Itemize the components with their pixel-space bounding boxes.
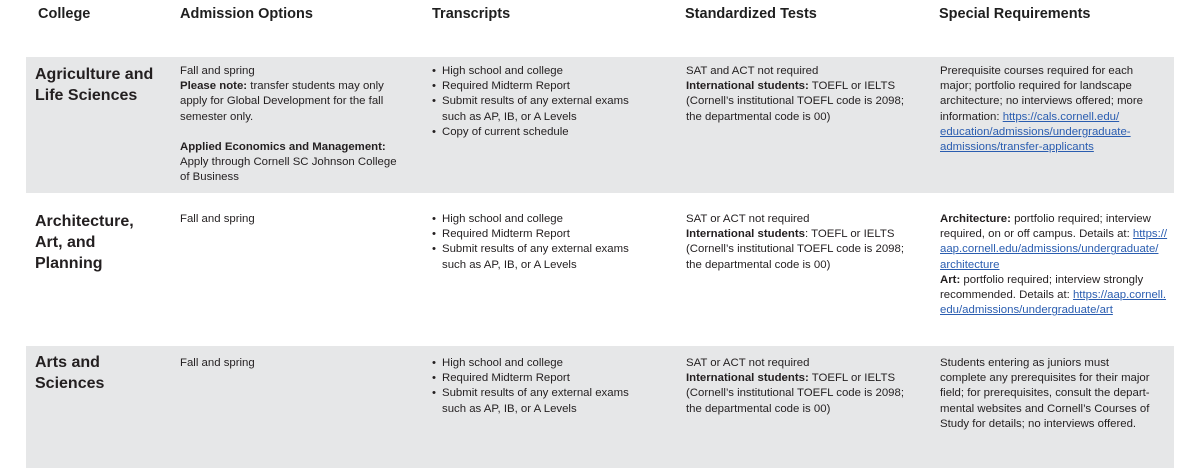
- transcript-item: [432, 94, 662, 124]
- sub-option-text: of Business: [180, 171, 239, 184]
- college-name-line: Arts and: [35, 354, 100, 371]
- transcript-item-text: Required Midterm Report: [442, 228, 570, 241]
- note-label: Please note:: [180, 80, 248, 93]
- architecture-link[interactable]: https://: [1132, 228, 1168, 241]
- cals-link[interactable]: admissions/transfer-applicants: [940, 141, 1094, 154]
- college-name-line: Sciences: [35, 375, 105, 392]
- transcript-item-text: Copy of current schedule: [442, 125, 569, 138]
- special-text: field; for prerequisites, consult the depart-: [940, 387, 1150, 400]
- admission-note: [180, 79, 415, 94]
- international-requirement: [686, 79, 926, 94]
- transcript-item-text: Submit results of any external exams: [442, 95, 629, 108]
- international-value: TOEFL or IELTS: [808, 372, 896, 385]
- transcript-item: [432, 371, 662, 386]
- admission-options-cell: [180, 356, 415, 371]
- bullet-icon: •: [432, 372, 436, 385]
- note-text: semester only.: [180, 110, 254, 123]
- special-requirements-cell: [940, 356, 1172, 432]
- transcript-item: [432, 356, 662, 371]
- standardized-tests-cell: [686, 64, 926, 125]
- college-name: [35, 211, 134, 274]
- college-name-line: Agriculture and: [35, 66, 154, 83]
- admission-term: Fall and spring: [180, 65, 255, 77]
- art-link[interactable]: https://aap.cornell.: [1072, 289, 1167, 302]
- bullet-icon: •: [432, 243, 436, 256]
- toefl-code-text: (Cornell’s institutional TOEFL code is 2098;: [686, 95, 905, 108]
- test-requirement: SAT or ACT not required: [686, 213, 810, 225]
- transcript-item: [432, 212, 662, 227]
- college-name-line: Art, and: [35, 234, 96, 251]
- international-requirement: [686, 371, 926, 386]
- cals-link[interactable]: education/admissions/undergraduate-: [940, 125, 1131, 138]
- bullet-icon: •: [432, 80, 436, 93]
- transcript-item-text: such as AP, IB, or A Levels: [442, 402, 577, 415]
- standardized-tests-cell: [686, 212, 926, 273]
- transcript-item-text: High school and college: [442, 65, 563, 77]
- art-label: Art:: [940, 273, 961, 286]
- bullet-icon: •: [432, 387, 436, 400]
- special-text: Prerequisite courses required for each: [940, 65, 1134, 77]
- test-requirement: SAT and ACT not required: [686, 65, 819, 77]
- toefl-code-text: the departmental code is 00): [686, 402, 831, 415]
- bullet-icon: •: [432, 213, 436, 225]
- college-name-line: Planning: [35, 255, 103, 272]
- art-text: recommended. Details at:: [940, 289, 1073, 302]
- transcripts-cell: [432, 212, 662, 273]
- architecture-link[interactable]: aap.cornell.edu/admissions/undergraduate/: [940, 243, 1159, 256]
- note-text: apply for Global Development for the fall: [180, 95, 384, 108]
- toefl-code-text: the departmental code is 00): [686, 258, 831, 271]
- transcript-item-text: High school and college: [442, 357, 563, 369]
- standardized-tests-cell: [686, 356, 926, 417]
- special-text-with-link: [940, 110, 1172, 125]
- transcript-item-text: such as AP, IB, or A Levels: [442, 110, 577, 123]
- college-name: [35, 64, 153, 106]
- special-text: Students entering as juniors must: [940, 357, 1110, 369]
- art-text: portfolio required; interview strongly: [960, 273, 1144, 286]
- art-requirement: [940, 273, 1174, 288]
- bullet-icon: •: [432, 95, 436, 108]
- art-link[interactable]: edu/admissions/undergraduate/art: [940, 304, 1113, 317]
- cals-link[interactable]: https://cals.cornell.edu/: [1002, 110, 1120, 123]
- architecture-requirement: [940, 227, 1174, 242]
- transcript-item: [432, 227, 662, 242]
- header-college: College: [38, 6, 91, 22]
- architecture-label: Architecture:: [940, 213, 1011, 225]
- architecture-link[interactable]: architecture: [940, 258, 1000, 271]
- international-value: TOEFL or IELTS: [808, 80, 896, 93]
- transcript-item-text: High school and college: [442, 213, 563, 225]
- header-admission-options: Admission Options: [180, 6, 313, 22]
- bullet-icon: •: [432, 65, 436, 77]
- special-requirements-cell: [940, 64, 1172, 155]
- test-requirement: SAT or ACT not required: [686, 357, 810, 369]
- special-text: architecture; no interviews offered; more: [940, 95, 1144, 108]
- special-text: major; portfolio required for landscape: [940, 80, 1132, 93]
- spacer: [180, 125, 415, 140]
- transcript-item: [432, 242, 662, 272]
- bullet-icon: •: [432, 228, 436, 241]
- transcript-item: [432, 79, 662, 94]
- international-value: : TOEFL or IELTS: [804, 228, 895, 241]
- college-name: [35, 352, 104, 394]
- admission-options-cell: [180, 212, 415, 227]
- college-name-line: Architecture,: [35, 213, 134, 230]
- admission-term: Fall and spring: [180, 357, 255, 369]
- transcript-item-text: Required Midterm Report: [442, 80, 570, 93]
- college-name-line: Life Sciences: [35, 87, 138, 104]
- transcripts-cell: [432, 356, 662, 417]
- architecture-text: portfolio required; interview: [1010, 213, 1151, 225]
- special-text: complete any prerequisites for their major: [940, 372, 1150, 385]
- international-requirement: [686, 227, 926, 242]
- bullet-icon: •: [432, 125, 436, 138]
- transcript-item: [432, 386, 662, 416]
- special-text: information:: [940, 110, 1003, 123]
- special-text: mental websites and Cornell’s Courses of: [940, 402, 1150, 415]
- transcript-item-text: Submit results of any external exams: [442, 387, 629, 400]
- header-special-requirements: Special Requirements: [939, 6, 1091, 22]
- transcript-item: [432, 125, 662, 140]
- special-requirements-cell: [940, 212, 1174, 318]
- admission-term: Fall and spring: [180, 213, 255, 225]
- architecture-requirement: [940, 212, 1174, 227]
- international-label: International students: [686, 228, 805, 241]
- special-text: Study for details; no interviews offered.: [940, 417, 1137, 430]
- header-standardized-tests: Standardized Tests: [685, 6, 817, 22]
- admission-options-cell: [180, 64, 415, 185]
- bullet-icon: •: [432, 357, 436, 369]
- transcript-item: [432, 64, 662, 79]
- toefl-code-text: (Cornell’s institutional TOEFL code is 2098;: [686, 243, 905, 256]
- transcripts-cell: [432, 64, 662, 140]
- sub-option-text: Apply through Cornell SC Johnson College: [180, 156, 397, 169]
- international-label: International students:: [686, 372, 809, 385]
- international-label: International students:: [686, 80, 809, 93]
- transcript-item-text: Required Midterm Report: [442, 372, 570, 385]
- transcript-item-text: Submit results of any external exams: [442, 243, 629, 256]
- toefl-code-text: (Cornell’s institutional TOEFL code is 2098;: [686, 387, 905, 400]
- art-requirement: [940, 288, 1174, 303]
- architecture-text: required, on or off campus. Details at:: [940, 228, 1133, 241]
- sub-option-label: Applied Economics and Management:: [180, 140, 386, 153]
- transcript-item-text: such as AP, IB, or A Levels: [442, 258, 577, 271]
- toefl-code-text: the departmental code is 00): [686, 110, 831, 123]
- note-text: transfer students may only: [247, 80, 384, 93]
- header-transcripts: Transcripts: [432, 6, 511, 22]
